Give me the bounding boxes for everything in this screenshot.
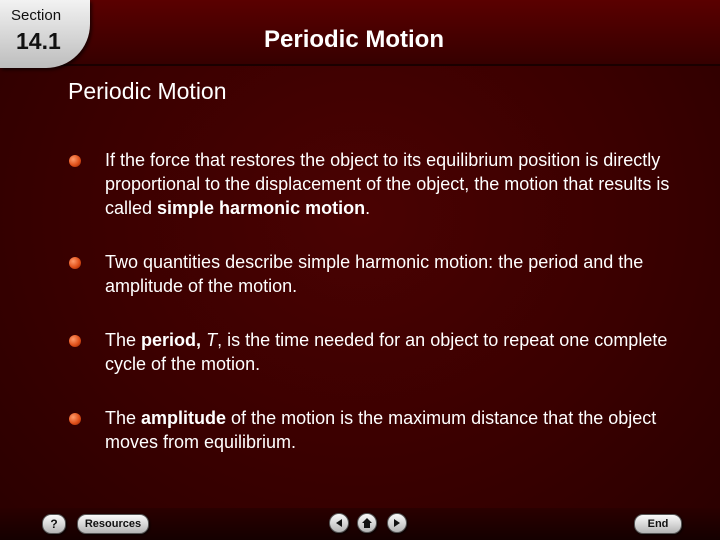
- bullet-list: [68, 148, 688, 484]
- home-button[interactable]: [357, 513, 377, 533]
- bullet-dot-icon: [69, 155, 81, 167]
- header-bar: [0, 0, 720, 66]
- previous-button[interactable]: [329, 513, 349, 533]
- resources-label: Resources: [84, 518, 142, 530]
- bullet-dot-icon: [69, 335, 81, 347]
- section-label: Section: [11, 7, 62, 24]
- bullet-text: The period, T, is the time needed for an object to repeat one complete cycle of the motion.: [105, 330, 668, 374]
- next-button[interactable]: [387, 513, 407, 533]
- bullet-item: [68, 328, 688, 376]
- arrow-right-icon: [391, 517, 403, 529]
- section-tab: [0, 0, 90, 68]
- home-icon: [361, 517, 373, 529]
- bullet-dot-icon: [69, 257, 81, 269]
- section-number: 14.1: [16, 28, 61, 54]
- bullet-text: If the force that restores the object to its equilibrium position is directly proportional to the displacement of the object, the motion that results is called simple harmonic motion.: [105, 150, 670, 218]
- bullet-text: The amplitude of the motion is the maximum distance that the object moves from equilibrium.: [105, 408, 657, 452]
- bullet-item: [68, 250, 688, 298]
- header-title: Periodic Motion: [264, 26, 444, 53]
- end-button[interactable]: [634, 514, 682, 534]
- help-icon: ?: [50, 517, 58, 531]
- resources-button[interactable]: [77, 514, 149, 534]
- bullet-text: Two quantities describe simple harmonic motion: the period and the amplitude of the motion.: [105, 252, 644, 296]
- help-button[interactable]: [42, 514, 66, 534]
- footer-nav: [0, 508, 720, 540]
- slide-title: Periodic Motion: [68, 78, 227, 104]
- bullet-item: [68, 406, 688, 454]
- arrow-left-icon: [333, 517, 345, 529]
- bullet-dot-icon: [69, 413, 81, 425]
- bullet-item: [68, 148, 688, 220]
- end-label: End: [647, 518, 669, 530]
